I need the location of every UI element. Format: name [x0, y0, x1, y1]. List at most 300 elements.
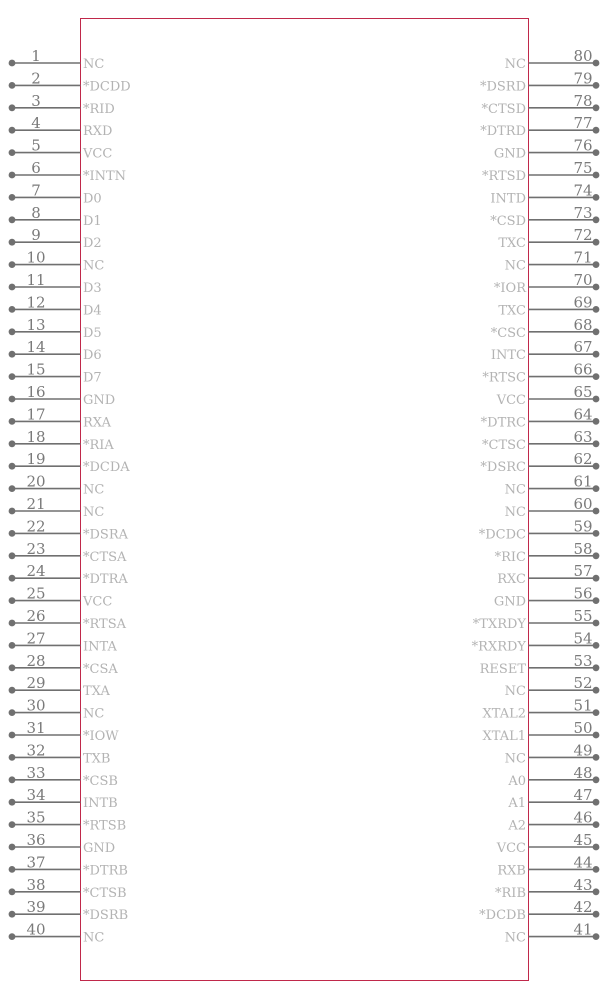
pin-name: A2	[508, 818, 526, 834]
pin-name: INTC	[490, 348, 526, 364]
pin-name: D1	[83, 213, 102, 229]
pin-left-33	[9, 764, 118, 789]
pin-name: D7	[83, 370, 102, 386]
pin-number: 32	[26, 741, 46, 760]
pin-left-35	[9, 809, 127, 834]
pin-number: 1	[31, 47, 41, 65]
pin-terminal-dot	[9, 172, 16, 179]
pin-number: 28	[26, 651, 46, 670]
pin-right-46	[507, 809, 599, 834]
pin-terminal-dot	[9, 306, 16, 313]
pin-name: *RID	[83, 101, 115, 117]
pin-name: INTD	[490, 191, 526, 207]
ic-body	[81, 19, 529, 981]
pin-number: 79	[573, 69, 593, 88]
pin-terminal-dot	[9, 687, 16, 694]
pin-right-79	[480, 69, 599, 94]
pin-right-65	[496, 383, 600, 408]
pin-terminal-dot	[9, 261, 16, 268]
pin-terminal-dot	[593, 82, 600, 89]
pin-name: *DSRC	[480, 460, 526, 476]
pin-left-14	[9, 338, 102, 363]
pin-left-9	[9, 226, 102, 251]
pin-number: 37	[26, 853, 46, 872]
pin-left-6	[9, 159, 126, 184]
pin-terminal-dot	[593, 776, 600, 783]
pin-terminal-dot	[9, 664, 16, 671]
pin-number: 29	[26, 674, 46, 693]
pin-number: 26	[26, 607, 46, 625]
pin-terminal-dot	[9, 485, 16, 492]
right-pin-column	[472, 47, 600, 946]
pin-right-47	[507, 786, 599, 811]
pin-name: *CTSA	[83, 549, 127, 565]
pin-right-41	[505, 921, 600, 946]
pin-name: RXB	[497, 863, 526, 879]
pin-right-69	[498, 293, 599, 318]
pin-right-70	[494, 271, 599, 296]
pin-terminal-dot	[593, 351, 600, 358]
pin-left-15	[9, 361, 102, 386]
pin-name: TXC	[498, 303, 526, 319]
pin-right-42	[479, 898, 599, 923]
pin-left-2	[9, 69, 131, 94]
pin-name: *DTRC	[480, 415, 526, 431]
pin-terminal-dot	[9, 552, 16, 559]
pin-terminal-dot	[593, 127, 600, 134]
pin-name: GND	[493, 594, 526, 610]
pin-number: 69	[573, 293, 593, 312]
pin-terminal-dot	[9, 418, 16, 425]
pin-name: TXC	[498, 236, 526, 252]
pin-terminal-dot	[593, 597, 600, 604]
pin-name: *TXRDY	[472, 617, 526, 632]
pin-name: RESET	[479, 661, 526, 677]
pin-name: RXC	[497, 572, 526, 588]
pin-name: VCC	[83, 146, 113, 162]
pin-terminal-dot	[593, 866, 600, 873]
pin-terminal-dot	[593, 664, 600, 671]
pin-number: 22	[26, 517, 46, 536]
pin-number: 42	[573, 898, 593, 917]
pin-number: 68	[573, 315, 593, 334]
pin-terminal-dot	[9, 642, 16, 649]
pin-number: 75	[573, 159, 593, 177]
pin-number: 77	[573, 114, 593, 133]
pin-number: 40	[26, 920, 46, 939]
pin-left-34	[9, 786, 118, 811]
pin-terminal-dot	[9, 911, 16, 918]
pin-terminal-dot	[593, 530, 600, 537]
pin-name: *RTSC	[482, 370, 526, 386]
pin-left-20	[9, 473, 105, 498]
pin-name: GND	[83, 393, 116, 408]
pin-name: RXD	[83, 124, 113, 140]
pin-name: *IOR	[493, 281, 526, 296]
pin-name: *RTSD	[481, 169, 526, 184]
pin-left-31	[9, 719, 120, 744]
pin-name: *DSRA	[83, 527, 129, 543]
pin-name: NC	[504, 751, 526, 767]
pin-right-45	[496, 831, 600, 856]
pin-name: VCC	[496, 841, 526, 856]
pin-number: 53	[573, 651, 593, 670]
pin-name: NC	[83, 505, 105, 520]
pin-number: 24	[26, 562, 46, 581]
pin-left-12	[9, 293, 102, 318]
pin-right-75	[482, 159, 599, 184]
pin-terminal-dot	[9, 732, 16, 739]
pin-terminal-dot	[593, 911, 600, 918]
pin-number: 59	[573, 517, 593, 536]
pin-name: *DCDA	[83, 460, 130, 476]
pin-number: 60	[573, 495, 593, 513]
pin-name: *CSD	[490, 213, 526, 229]
pin-terminal-dot	[593, 328, 600, 335]
pin-right-59	[479, 517, 600, 542]
pin-number: 57	[573, 562, 593, 581]
pin-right-67	[491, 338, 600, 363]
pin-number: 4	[31, 114, 41, 133]
pin-number: 41	[573, 920, 593, 939]
pin-number: 71	[573, 248, 593, 267]
pin-terminal-dot	[9, 866, 16, 873]
pin-terminal-dot	[593, 396, 600, 403]
pin-left-1	[9, 47, 105, 72]
pin-number: 34	[26, 786, 46, 805]
pin-terminal-dot	[593, 261, 600, 268]
pin-terminal-dot	[9, 396, 16, 403]
pin-name: NC	[504, 930, 526, 946]
pin-number: 48	[573, 763, 593, 782]
pin-right-56	[494, 585, 600, 610]
pin-number: 38	[26, 875, 46, 894]
pin-terminal-dot	[9, 821, 16, 828]
pin-name: *CSA	[83, 661, 118, 677]
pin-number: 80	[573, 47, 593, 65]
pin-name: XTAL2	[482, 706, 526, 722]
pin-name: *DCDC	[478, 527, 526, 543]
pin-terminal-dot	[593, 463, 600, 470]
pin-left-8	[9, 204, 102, 229]
pin-terminal-dot	[593, 194, 600, 201]
pin-terminal-dot	[9, 799, 16, 806]
pin-terminal-dot	[9, 82, 16, 89]
pin-number: 10	[26, 248, 46, 267]
pin-terminal-dot	[593, 216, 600, 223]
pin-number: 73	[573, 203, 593, 222]
pin-right-74	[490, 181, 599, 206]
pin-terminal-dot	[593, 642, 600, 649]
pin-terminal-dot	[9, 888, 16, 895]
pin-right-44	[497, 853, 599, 878]
pin-number: 78	[573, 91, 593, 110]
pin-number: 5	[31, 136, 41, 155]
pin-number: 15	[26, 360, 46, 379]
pin-name: D3	[83, 281, 102, 296]
pin-name: VCC	[83, 594, 113, 610]
pin-name: NC	[83, 57, 105, 72]
pin-terminal-dot	[593, 821, 600, 828]
pin-right-43	[495, 876, 599, 901]
pin-left-5	[9, 137, 113, 162]
pin-terminal-dot	[9, 216, 16, 223]
pin-name: *INTN	[83, 169, 127, 184]
pin-number: 19	[26, 450, 46, 469]
pin-name: NC	[504, 505, 526, 520]
pin-number: 3	[31, 91, 41, 110]
pin-left-3	[9, 92, 115, 117]
pin-right-71	[505, 249, 600, 274]
pin-right-72	[498, 226, 599, 251]
pin-terminal-dot	[9, 440, 16, 447]
pin-terminal-dot	[9, 328, 16, 335]
pin-name: *DCDB	[479, 908, 526, 924]
pin-name: *RIB	[495, 885, 526, 901]
pin-number: 54	[573, 629, 593, 648]
pin-number: 65	[573, 383, 593, 401]
pin-terminal-dot	[9, 754, 16, 761]
pin-terminal-dot	[593, 754, 600, 761]
pin-terminal-dot	[9, 776, 16, 783]
pin-left-40	[9, 921, 105, 946]
pin-terminal-dot	[9, 351, 16, 358]
pin-right-53	[480, 652, 600, 677]
pin-number: 67	[573, 338, 593, 357]
pin-name: VCC	[496, 393, 526, 408]
pin-right-54	[472, 629, 600, 654]
pin-left-36	[9, 831, 116, 856]
pin-number: 63	[573, 427, 593, 446]
pin-terminal-dot	[9, 508, 16, 515]
pin-right-66	[482, 361, 599, 386]
pin-terminal-dot	[593, 933, 600, 940]
pin-name: A0	[508, 773, 526, 789]
pin-right-51	[482, 697, 599, 722]
pin-name: *DTRD	[480, 124, 526, 140]
pin-right-50	[482, 719, 599, 744]
pin-name: XTAL1	[482, 729, 526, 744]
pin-left-18	[9, 428, 115, 453]
pin-left-24	[9, 562, 129, 587]
pin-terminal-dot	[593, 508, 600, 515]
left-pin-column	[9, 47, 131, 946]
pin-number: 46	[573, 808, 593, 827]
pin-number: 47	[573, 786, 593, 805]
pin-name: *CTSD	[481, 101, 526, 117]
pin-terminal-dot	[593, 172, 600, 179]
pin-left-7	[9, 181, 102, 206]
pin-number: 44	[573, 853, 593, 872]
pin-left-22	[9, 517, 129, 542]
pin-terminal-dot	[593, 104, 600, 111]
pin-number: 36	[26, 831, 46, 849]
pin-terminal-dot	[9, 933, 16, 940]
pin-name: *RTSA	[83, 617, 127, 632]
pin-name: *IOW	[83, 729, 119, 744]
pin-name: TXB	[83, 751, 111, 767]
pin-left-10	[9, 249, 105, 274]
pin-left-39	[9, 898, 129, 923]
pin-right-62	[480, 450, 599, 475]
pin-name: *DCDD	[83, 79, 131, 95]
pin-terminal-dot	[9, 463, 16, 470]
pin-right-64	[481, 405, 600, 430]
pin-right-73	[490, 204, 599, 229]
pin-name: D2	[83, 236, 102, 252]
pin-terminal-dot	[593, 306, 600, 313]
pin-name: D5	[83, 325, 102, 341]
pin-terminal-dot	[9, 60, 16, 67]
pin-number: 43	[573, 875, 593, 894]
pin-terminal-dot	[593, 799, 600, 806]
pin-name: RXA	[83, 415, 111, 431]
pin-left-28	[9, 652, 119, 677]
pin-right-58	[495, 540, 600, 565]
pin-right-63	[482, 428, 599, 453]
pin-terminal-dot	[593, 575, 600, 582]
pin-number: 31	[26, 719, 46, 737]
pin-name: *RTSB	[83, 818, 127, 834]
pin-left-11	[9, 271, 102, 296]
pin-number: 27	[26, 629, 46, 648]
pin-number: 30	[26, 696, 46, 715]
pin-terminal-dot	[593, 687, 600, 694]
pin-number: 23	[26, 539, 46, 558]
pin-left-21	[9, 495, 105, 520]
pin-name: *DSRB	[83, 908, 129, 924]
pin-name: *DSRD	[479, 79, 526, 95]
pin-name: D0	[83, 191, 102, 207]
pin-right-48	[507, 764, 599, 789]
pin-number: 13	[26, 315, 46, 334]
pin-name: *CSC	[490, 325, 526, 341]
pin-number: 25	[26, 584, 46, 603]
pin-name: NC	[83, 258, 105, 274]
pin-terminal-dot	[593, 149, 600, 156]
pin-name: INTA	[83, 639, 117, 655]
pin-number: 49	[573, 741, 593, 760]
pin-left-37	[9, 853, 128, 878]
pin-terminal-dot	[593, 732, 600, 739]
pin-number: 52	[573, 674, 593, 693]
pin-left-29	[9, 674, 111, 699]
pin-terminal-dot	[593, 888, 600, 895]
pin-left-26	[9, 607, 127, 632]
pin-name: D6	[83, 348, 102, 364]
pin-name: TXA	[83, 684, 110, 700]
pin-right-55	[473, 607, 600, 632]
pin-number: 33	[26, 763, 46, 782]
pin-right-60	[505, 495, 600, 520]
pin-number: 74	[573, 181, 593, 200]
pin-number: 12	[26, 293, 46, 312]
pin-number: 2	[31, 69, 41, 88]
pin-left-16	[9, 383, 116, 408]
pin-name: NC	[504, 258, 526, 274]
pin-number: 58	[573, 539, 593, 558]
pin-terminal-dot	[593, 709, 600, 716]
pin-right-76	[494, 137, 600, 162]
pin-terminal-dot	[9, 575, 16, 582]
pin-left-17	[9, 405, 112, 430]
pin-terminal-dot	[9, 284, 16, 291]
pin-terminal-dot	[593, 440, 600, 447]
pin-number: 66	[573, 360, 593, 379]
pin-name: NC	[83, 706, 105, 722]
pin-number: 35	[26, 808, 46, 827]
pin-terminal-dot	[593, 844, 600, 851]
pin-name: *RIA	[83, 437, 114, 453]
pin-number: 45	[573, 831, 593, 849]
pin-name: GND	[83, 841, 116, 856]
pin-terminal-dot	[9, 620, 16, 627]
pin-number: 14	[26, 338, 46, 357]
pin-number: 51	[573, 696, 593, 715]
pin-number: 17	[26, 405, 46, 424]
pin-number: 62	[573, 450, 593, 469]
pin-terminal-dot	[593, 620, 600, 627]
pin-name: A1	[508, 796, 526, 812]
pin-right-57	[497, 562, 599, 587]
pin-name: INTB	[83, 796, 118, 812]
pin-number: 72	[573, 226, 593, 245]
pin-left-13	[9, 316, 102, 341]
pin-number: 9	[31, 226, 41, 245]
pin-name: *DTRA	[83, 572, 128, 588]
pin-terminal-dot	[9, 127, 16, 134]
pin-right-80	[505, 47, 600, 72]
pin-terminal-dot	[9, 149, 16, 156]
pin-number: 11	[26, 271, 46, 289]
pin-name: NC	[504, 482, 526, 498]
pin-number: 56	[573, 584, 593, 603]
pin-left-27	[9, 629, 118, 654]
pin-number: 55	[573, 607, 593, 625]
pin-number: 18	[26, 427, 46, 446]
pin-terminal-dot	[9, 373, 16, 380]
pin-name: *CTSB	[83, 885, 127, 901]
pin-left-23	[9, 540, 127, 565]
pin-right-49	[505, 741, 600, 766]
pin-terminal-dot	[9, 104, 16, 111]
pin-terminal-dot	[9, 597, 16, 604]
pin-left-19	[9, 450, 131, 475]
pin-number: 70	[573, 271, 593, 289]
pin-terminal-dot	[9, 709, 16, 716]
pin-name: NC	[83, 930, 105, 946]
pin-right-77	[480, 114, 599, 139]
pin-name: *RXRDY	[471, 639, 526, 655]
pin-right-68	[491, 316, 600, 341]
pin-right-52	[505, 674, 600, 699]
pin-terminal-dot	[593, 284, 600, 291]
pin-number: 39	[26, 898, 46, 917]
pin-terminal-dot	[593, 60, 600, 67]
pin-terminal-dot	[593, 418, 600, 425]
pin-number: 61	[573, 472, 593, 491]
pin-number: 16	[26, 383, 46, 401]
pin-name: NC	[504, 57, 526, 72]
pin-name: NC	[504, 684, 526, 700]
pin-right-61	[505, 473, 600, 498]
pin-number: 76	[573, 136, 593, 155]
pin-name: D4	[83, 303, 102, 319]
pin-terminal-dot	[9, 239, 16, 246]
pin-terminal-dot	[593, 552, 600, 559]
pin-right-78	[482, 92, 600, 117]
pin-left-30	[9, 697, 105, 722]
